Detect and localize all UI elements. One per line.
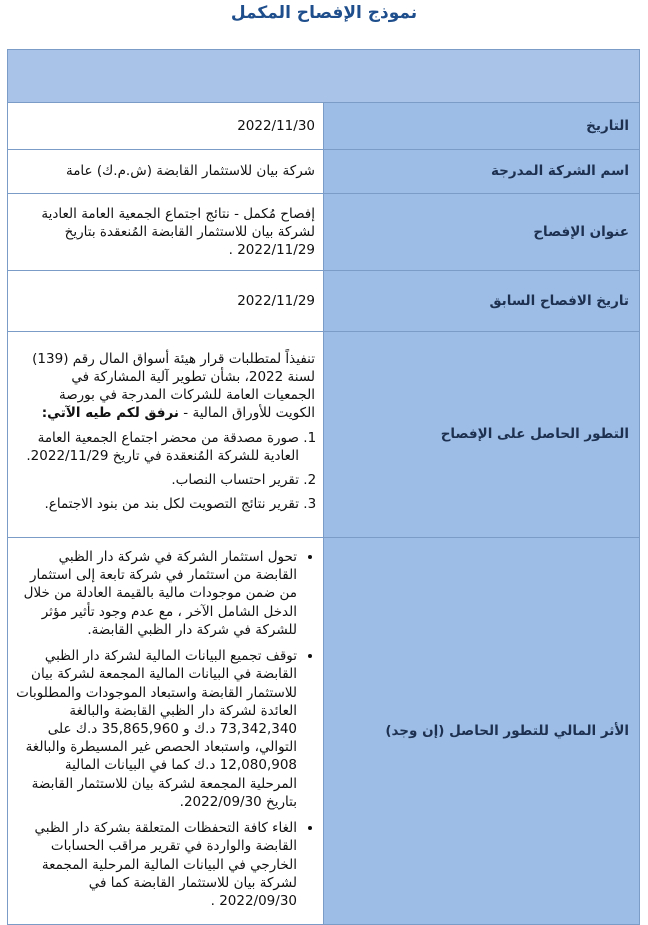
- disclosure-form-table: [7, 49, 640, 925]
- development-intro-text: تنفيذاً لمتطلبات قرار هيئة أسواق المال رقم (139) لسنة 2022، بشأن تطوير آلية المشاركة في الجمعيات العامة للشركات المدرجة في بورصة الكويت للأوراق المالية -: [32, 350, 315, 422]
- date-label: التاريخ: [324, 103, 640, 150]
- subject-value: إفصاح مُكمل - نتائج اجتماع الجمعية العامة العادية لشركة بيان للاستثمار القابضة المُنعقدة بتاريخ 2022/11/29 .: [8, 194, 324, 271]
- development-list: [16, 429, 315, 514]
- financial-label: الأثر المالي للتطور الحاصل (إن وجد): [324, 538, 640, 925]
- row-development: [8, 332, 640, 538]
- development-item: 1. صورة مصدقة من محضر اجتماع الجمعية العامة العادية للشركة المُنعقدة في تاريخ 2022/11/29.: [16, 429, 299, 465]
- page-title: نموذج الإفصاح المكمل: [230, 3, 418, 23]
- prev-date-value: 2022/11/29: [8, 271, 324, 332]
- row-subject: [8, 194, 640, 271]
- financial-item: • توقف تجميع البيانات المالية لشركة دار الظبي القابضة في البيانات المالية المجمعة لشركة بيان للاستثمار القابضة واستبعاد الموجودات والمطلوبات العائدة لشركة دار الظبي القابضة والبالغة 73,342,340 د.ك و 35,865,960 د.ك على التوالي، واستبعاد الحصص غير المسيطرة والبالغة 12,080,908 د.ك كما في البيانات المالية المرحلية المجمعة لشركة بيان للاستثمار القابضة بتاريخ 2022/09/30.: [16, 647, 297, 811]
- row-financial: [8, 538, 640, 925]
- financial-item: • الغاء كافة التحفظات المتعلقة بشركة دار الظبي القابضة والواردة في تقرير مراقب الحسابات الخارجي في البيانات المالية المرحلية المجمعة لشركة بيان للاستثمار القابضة كما في 2022/09/30 .: [16, 819, 297, 910]
- row-date: [8, 103, 640, 150]
- financial-list: [16, 548, 315, 910]
- header-band: [8, 50, 640, 103]
- development-label: التطور الحاصل على الإفصاح: [324, 332, 640, 538]
- row-company: [8, 150, 640, 194]
- development-intro-bold: نرفق لكم طيه الآتي:: [41, 405, 179, 422]
- company-value: شركة بيان للاستثمار القابضة (ش.م.ك) عامة: [8, 150, 324, 194]
- date-value: 2022/11/30: [8, 103, 324, 150]
- financial-value: [8, 538, 324, 925]
- development-value: [8, 332, 324, 538]
- header-band-row: [8, 50, 640, 103]
- row-prev-date: [8, 271, 640, 332]
- prev-date-label: تاريخ الافصاح السابق: [324, 271, 640, 332]
- development-item: 3. تقرير نتائج التصويت لكل بند من بنود الاجتماع.: [16, 495, 299, 513]
- development-intro: [16, 350, 315, 423]
- company-label: اسم الشركة المدرجة: [324, 150, 640, 194]
- financial-item: • تحول استثمار الشركة في شركة دار الظبي القابضة من استثمار في شركة تابعة إلى استثمار من ضمن موجودات مالية بالقيمة العادلة من خلال الدخل الشامل الآخر ، مع عدم وجود تأثير مؤثر للشركة في شركة دار الظبي القابضة.: [16, 548, 297, 639]
- subject-label: عنوان الإفصاح: [324, 194, 640, 271]
- development-item: 2. تقرير احتساب النصاب.: [16, 471, 299, 489]
